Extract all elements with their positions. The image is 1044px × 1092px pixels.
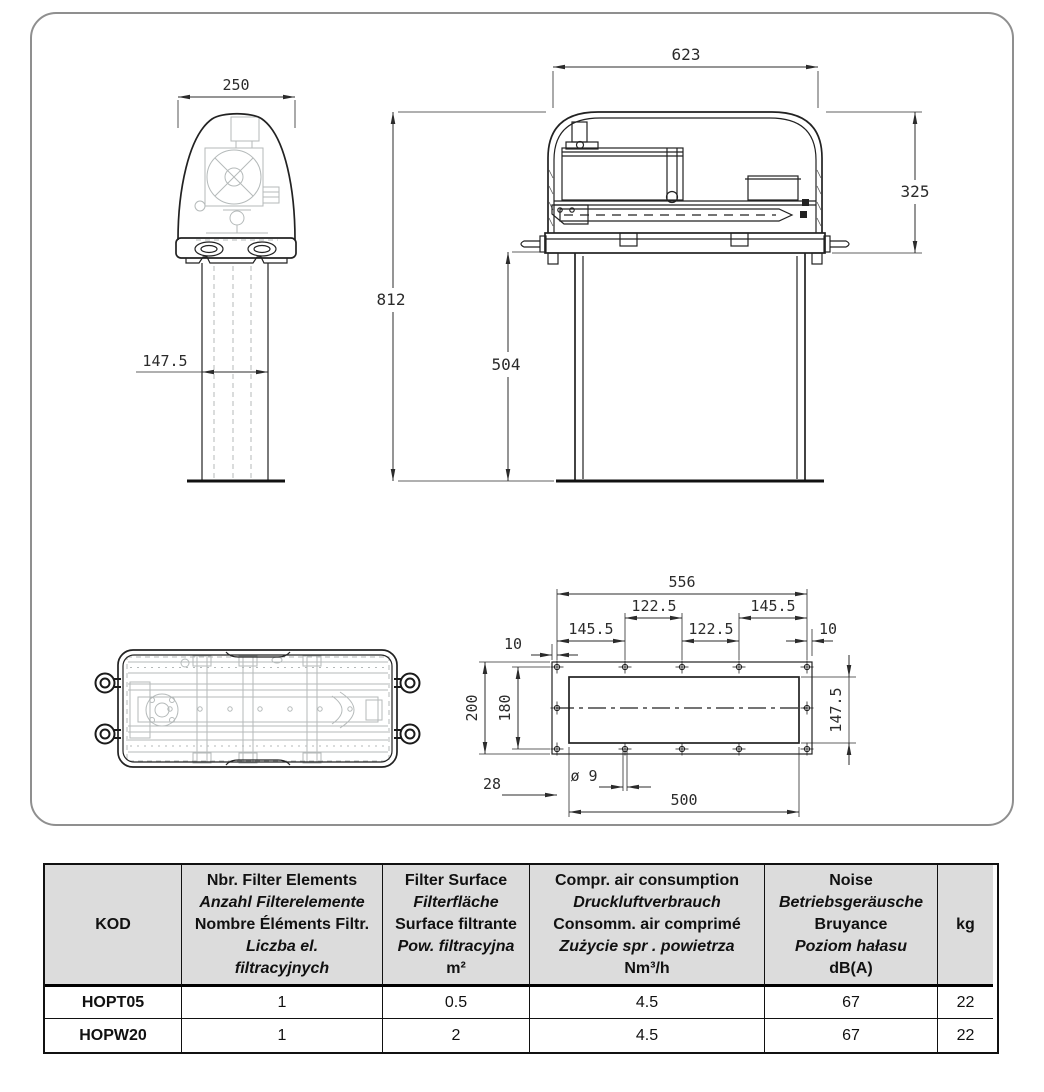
header-kg: kg [938,865,993,987]
row-hopt05-kg: 22 [938,987,993,1019]
row-hopw20-noise: 67 [765,1019,938,1052]
header-kod-label: KOD [95,915,131,933]
dim-side-stand-height: 504 [491,355,521,374]
front-view-drawing [136,76,296,481]
dim-pitch-mid-left: 145.5 [568,620,614,638]
side-view-drawing [377,45,930,481]
plan-view-drawing [96,650,420,767]
row-hopt05-kod: HOPT05 [45,987,182,1019]
header-kod [45,865,182,987]
row-hopt05-surface: 0.5 [383,987,530,1019]
row-hopw20-elements: 1 [182,1019,383,1052]
header-filter-elements: Nbr. Filter Elements Anzahl Filterelemente Nombre Éléments Filtr. Liczba el. filtracyjnych [182,865,383,987]
row-hopw20-air: 4.5 [530,1019,765,1052]
header-air-consumption: Compr. air consumption Druckluftverbrauch Consomm. air comprimé Zużycie spr . powietrza Nm³/h [530,865,765,987]
dim-pitch-top-left: 122.5 [631,597,677,615]
dim-front-column: 147.5 [142,352,188,370]
dim-width-opening: 500 [670,791,698,809]
row-hopt05-noise: 67 [765,987,938,1019]
row-hopt05-air: 4.5 [530,987,765,1019]
dim-front-width: 250 [222,76,250,94]
dim-side-total-height: 812 [376,290,406,309]
dim-height-outer: 200 [463,694,481,722]
dim-pitch-top-right: 145.5 [750,597,796,615]
dim-height-rows: 180 [496,694,514,722]
dim-pitch-mid-right: 122.5 [688,620,734,638]
row-hopw20-surface: 2 [383,1019,530,1052]
base-plate-drawing [463,573,856,817]
spec-table [43,863,999,1054]
dim-height-opening: 147.5 [827,687,845,733]
dim-edge-left: 10 [503,635,523,653]
header-filter-surface: Filter Surface Filterfläche Surface filtrante Pow. filtracyjna m² [383,865,530,987]
dim-side-hood-height: 325 [900,182,930,201]
dim-side-width: 623 [671,45,701,64]
dim-offset-left: 28 [482,775,502,793]
row-hopt05-elements: 1 [182,987,383,1019]
row-hopw20-kod: HOPW20 [45,1019,182,1052]
dim-edge-right: 10 [818,620,838,638]
dim-plate-width: 556 [668,573,696,591]
header-noise: Noise Betriebsgeräusche Bruyance Poziom hałasu dB(A) [765,865,938,987]
row-hopw20-kg: 22 [956,1026,975,1044]
dim-hole-dia: ø 9 [570,767,598,785]
